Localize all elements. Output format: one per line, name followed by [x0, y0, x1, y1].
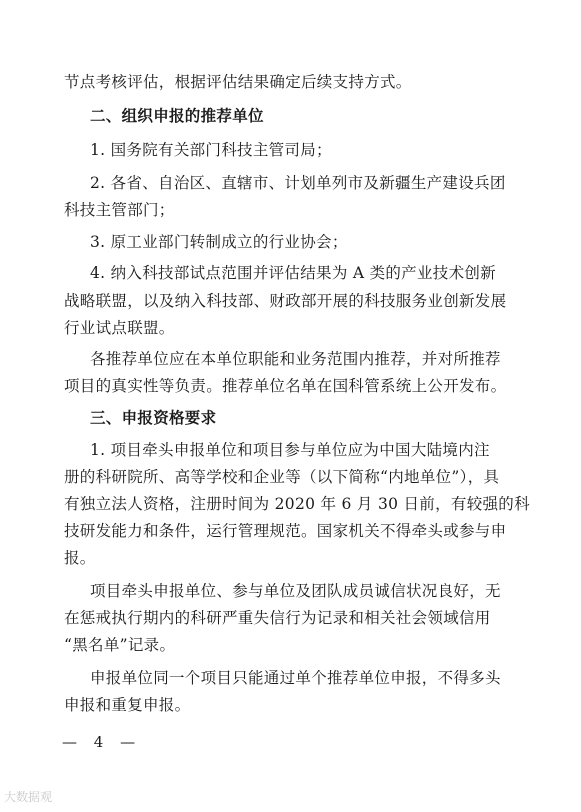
text-line: 科技主管部门； — [64, 201, 175, 219]
text-line: 技研发能力和条件，运行管理规范。国家机关不得牵头或参与申 — [64, 522, 507, 540]
section-heading: 二、组织申报的推荐单位 — [90, 107, 264, 125]
text-line: 报。 — [64, 549, 96, 567]
text-line: 行业试点联盟。 — [64, 319, 175, 337]
list-item: 2. 各省、自治区、直辖市、计划单列市及新疆生产建设兵团 — [90, 174, 506, 192]
paragraph-line: 各推荐单位应在本单位职能和业务范围内推荐，并对所推荐 — [90, 350, 501, 368]
text-line: 在惩戒执行期内的科研严重失信行为记录和相关社会领域信用 — [64, 609, 491, 627]
list-item: 3. 原工业部门转制成立的行业协会； — [90, 233, 348, 251]
paragraph-line: 项目牵头申报单位、参与单位及团队成员诚信状况良好，无 — [90, 582, 501, 600]
text-line: 节点考核评估，根据评估结果确定后续支持方式。 — [64, 73, 412, 91]
text-line: “黑名单”记录。 — [64, 636, 176, 654]
list-item: 4. 纳入科技部试点范围并评估结果为 A 类的产业技术创新 — [90, 264, 496, 282]
text-line: 有独立法人资格，注册时间为 2020 年 6 月 30 日前，有较强的科 — [64, 495, 530, 513]
text-line: 项目的真实性等负责。推荐单位名单在国科管系统上公开发布。 — [64, 377, 507, 395]
list-item: 1. 项目牵头申报单位和项目参与单位应为中国大陆境内注 — [90, 441, 490, 459]
text-line: 战略联盟，以及纳入科技部、财政部开展的科技服务业创新发展 — [64, 292, 507, 310]
text-line: 申报和重复申报。 — [64, 696, 191, 714]
list-item: 1. 国务院有关部门科技主管司局； — [90, 141, 332, 159]
page-number: — 4 — — [62, 733, 142, 751]
paragraph-line: 申报单位同一个项目只能通过单个推荐单位申报，不得多头 — [90, 669, 501, 687]
text-line: 册的科研院所、高等学校和企业等（以下简称“内地单位”），具 — [64, 468, 500, 486]
watermark: 大数据观 — [4, 790, 53, 804]
section-heading: 三、申报资格要求 — [90, 409, 217, 427]
